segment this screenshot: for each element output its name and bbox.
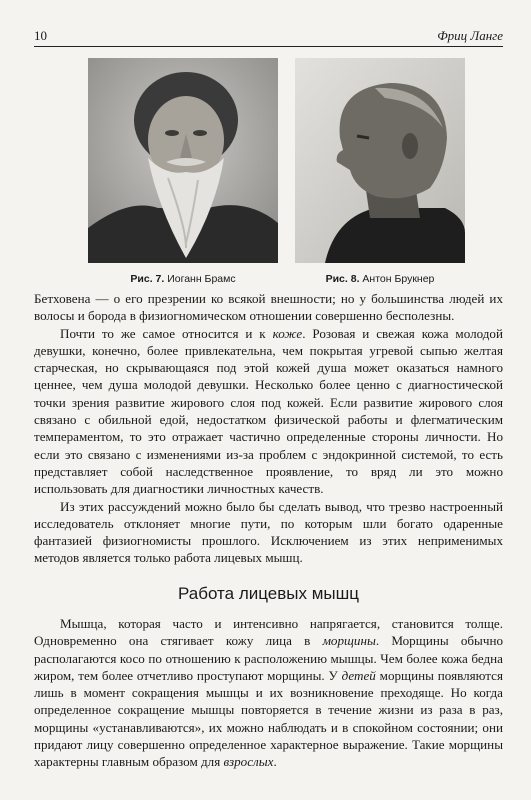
text-run: . — [273, 754, 277, 770]
portrait-photo-brahms — [88, 58, 278, 263]
page-header — [34, 26, 503, 47]
emphasis: коже — [272, 325, 303, 341]
paragraph: Из этих рассуждений можно было бы сделать вывод, что трезво настроенный исследователь отклоняет многие пути, по которым шли богато одаренные фантазией физиогномисты прошлого. Исключением из этих неприменимых методов является только работа лицевых мышц. — [34, 498, 503, 566]
figure-label: Рис. 8. — [325, 273, 360, 285]
paragraph: Бетховена — о его презрении ко всякой внешности; но у большинства людей их волосы и борода в физиогномическом отношении совершенно бесполезны. — [34, 291, 503, 324]
figure-caption — [295, 273, 465, 285]
running-head: Фриц Ланге — [437, 28, 503, 43]
text-run: . Розовая и свежая кожа молодой девушки, конечно, более привлекательна, чем покрытая угревой сыпью желтая старческая, но скрывающаяся под этой кожей душа может оказаться намного ценнее, чем душа молодой девушки. Несколько более ценно с диагностической точки зрения развитие жирового слоя под кожей. Если развитие жирового слоя связано с обильной едой, недостатком физической работы и флегматическим темпераментом, то это отражает частично определенные стороны личности. Но если это связано с изменениями из-за проблем с эндокринной системой, то есть представляет собой наследственное проявление, то вряд ли это можно использовать для диагностики личностных качеств. — [34, 325, 503, 497]
figure-bruckner — [295, 58, 465, 285]
figure-caption-text: Антон Брукнер — [359, 273, 435, 285]
paragraph — [34, 325, 503, 498]
emphasis: детей — [341, 667, 376, 683]
emphasis: взрослых — [223, 754, 274, 770]
figure-caption-text: Иоганн Брамс — [164, 273, 236, 285]
text-run: Мышца, которая часто и интенсивно напрягается, становится толще. Одновременно она стягивает кожу лица в — [34, 616, 503, 649]
page-number: 10 — [34, 28, 47, 43]
portrait-photo-bruckner — [295, 58, 465, 263]
body-text-block — [34, 290, 503, 567]
text-run: . Морщины обычно располагаются косо по отношению к расположению мышцы. Чем более кожа бедна жиром, тем более отчетливо проступают морщины. У — [34, 633, 503, 683]
figure-brahms — [88, 58, 278, 285]
section-heading: Работа лицевых мышц — [178, 584, 359, 603]
text-run: морщины появляются лишь в момент сокращения мышцы и их возникновение преходяще. Но когда определенное сокращение мышцы повторяется в течение жизни из раза в раз, морщины «устанавливаются», их можно наблюдать и в спокойном состоянии; они придают лицу совершенно определенное характерное выражение. Такие морщины характерны главным образом для — [34, 667, 503, 770]
figure-caption — [88, 273, 278, 285]
paragraph — [34, 615, 503, 771]
body-text-block — [34, 615, 503, 771]
text-run: Почти то же самое относится и к — [60, 325, 273, 341]
figure-label: Рис. 7. — [130, 273, 165, 285]
emphasis: морщины — [322, 633, 376, 649]
